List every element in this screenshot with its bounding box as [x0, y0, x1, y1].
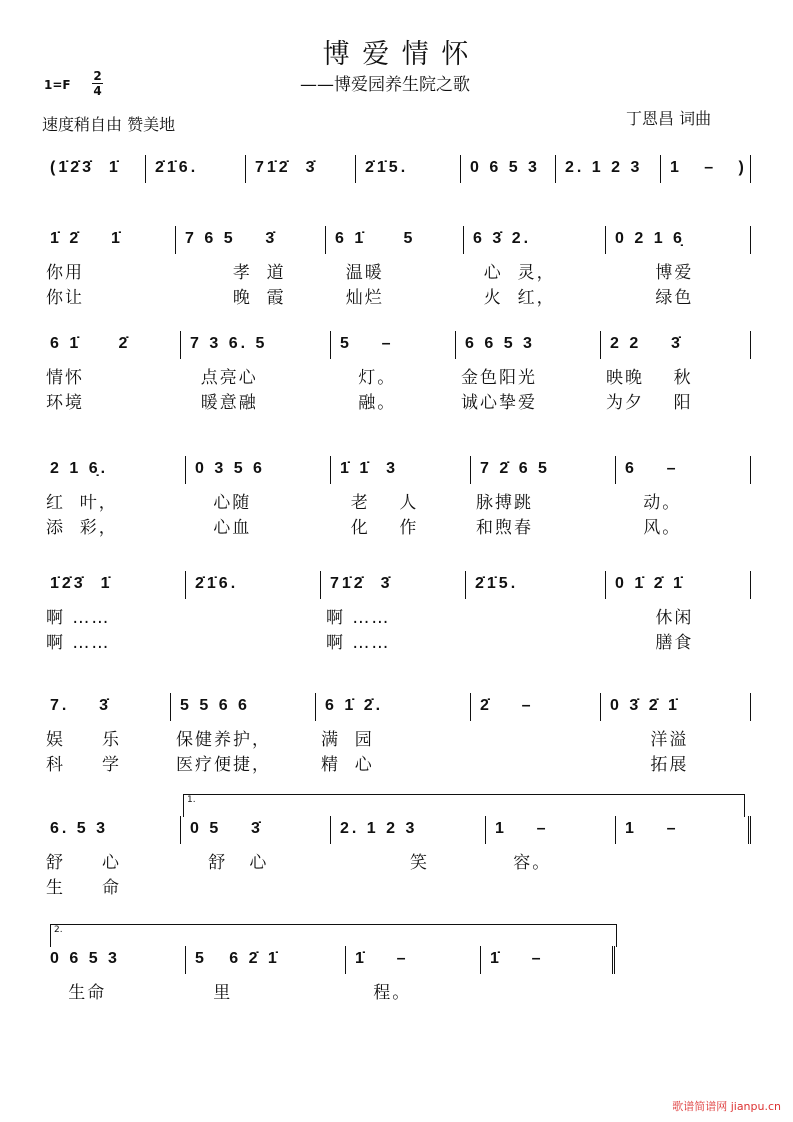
barline: [185, 456, 186, 484]
measure: [463, 226, 605, 316]
barline: [325, 226, 326, 254]
lyric-verse-2: 为夕 阳: [606, 393, 693, 413]
lyric-verse-1: 保健养护，: [176, 730, 271, 750]
lyric-verse-1: 休闲: [611, 608, 694, 628]
measure: [40, 331, 180, 421]
lyric-verse-2: 精 心: [321, 755, 374, 775]
measure-notes: 1̇ –: [490, 950, 544, 967]
lyric-verse-2: 医疗便捷，: [176, 755, 271, 775]
measure-notes: 6 3̇ 2.: [473, 230, 532, 247]
barline: [455, 331, 456, 359]
barline: [185, 571, 186, 599]
barline: [180, 331, 181, 359]
barline: [470, 456, 471, 484]
measure-notes: 0 5 3̇: [190, 820, 263, 837]
measure-notes: 2 1 6̣.: [50, 460, 109, 477]
barline: [600, 331, 601, 359]
lyric-verse-2: 啊 ……: [326, 633, 391, 653]
lyric-verse-1: 情怀: [46, 368, 84, 388]
measure-notes: 0 2 1 6̣: [615, 230, 685, 247]
measure: [345, 946, 480, 1036]
lyric-verse-2: 啊 ……: [46, 633, 111, 653]
lyric-verse-2: 心血: [191, 518, 252, 538]
barline: [750, 571, 751, 599]
measure-notes: 1̇ 1̇ 3: [340, 460, 399, 477]
measure: [330, 456, 470, 546]
barline: [463, 226, 464, 254]
watermark-text: 歌谱简谱网: [672, 1100, 728, 1113]
measure: [40, 571, 185, 661]
lyric-verse-1: 舒 心: [46, 853, 122, 873]
volta-bracket: 1.: [183, 794, 745, 817]
measure-notes: 6 1̇ 5: [335, 230, 416, 247]
score-system: [0, 925, 793, 1036]
measure-notes: 2̇1̇5.: [365, 159, 409, 176]
barline: [345, 946, 346, 974]
lyric-verse-2: 暖意融: [186, 393, 258, 413]
measure: [485, 816, 615, 906]
lyric-verse-2: 诚心挚爱: [461, 393, 537, 413]
barline: [460, 155, 461, 183]
meter-bottom: 4: [93, 84, 102, 98]
measure-notes: 6 1̇ 2̇: [50, 335, 131, 352]
measure-notes: 71̇2̇ 3̇: [255, 159, 318, 176]
barline: [750, 693, 751, 721]
measure-notes: 2. 1 2 3: [340, 820, 418, 837]
measure: [470, 456, 615, 546]
measure-notes: 1 – ): [670, 159, 747, 176]
measure: [465, 571, 605, 661]
measure-notes: 1 –: [625, 820, 679, 837]
measure-notes: 2 2 3̇: [610, 335, 683, 352]
measure-notes: 1̇ –: [355, 950, 409, 967]
time-signature: [92, 70, 103, 97]
lyric-verse-1: 映晚 秋: [606, 368, 693, 388]
lyric-verse-2: 化 作: [336, 518, 419, 538]
author-credit: 丁恩昌 词曲: [626, 109, 712, 128]
measure: [600, 693, 750, 783]
measure: [615, 456, 750, 546]
measure-notes: 0 6 5 3: [50, 950, 120, 967]
barline: [465, 571, 466, 599]
lyric-verse-2: 风。: [621, 518, 682, 538]
measure: [315, 693, 470, 783]
lyric-verse-1: 心随: [191, 493, 252, 513]
measure: [605, 571, 750, 661]
measure-notes: (1̇2̇3̇ 1̇: [50, 159, 121, 176]
measure-notes: 7 3 6. 5: [190, 335, 268, 352]
lyric-verse-2: 科 学: [46, 755, 122, 775]
final-barline: [612, 946, 618, 974]
lyric-verse-1: 温暖: [331, 263, 384, 283]
barline: [750, 331, 751, 359]
barline: [605, 571, 606, 599]
measure: [320, 571, 465, 661]
lyric-verse-1: 容。: [491, 853, 552, 873]
lyric-verse-1: 里: [191, 983, 233, 1003]
barline: [485, 816, 486, 844]
measure-notes: 1̇ 2̇ 1̇: [50, 230, 123, 247]
measure-notes: 6 1̇ 2̇.: [325, 697, 384, 714]
barline: [555, 155, 556, 183]
measure-notes: 0 1̇ 2̇ 1̇: [615, 575, 685, 592]
measure-notes: 2̇1̇6.: [155, 159, 199, 176]
lyric-verse-2: 绿色: [611, 288, 694, 308]
lyric-verse-2: 晚 霞: [181, 288, 286, 308]
measure-notes: 6 6 5 3: [465, 335, 535, 352]
measure: [480, 946, 612, 1036]
score-system: [0, 226, 793, 316]
barline: [330, 331, 331, 359]
measure-notes: 2. 1 2 3: [565, 159, 643, 176]
lyric-verse-1: 红 叶，: [46, 493, 118, 513]
lyric-verse-2: 添 彩，: [46, 518, 118, 538]
barline: [605, 226, 606, 254]
measure: [40, 456, 185, 546]
measure: [600, 331, 750, 421]
lyric-verse-1: 程。: [351, 983, 412, 1003]
measure-notes: 1 –: [495, 820, 549, 837]
lyric-verse-1: 博爱: [611, 263, 694, 283]
meter-top: 2: [93, 69, 102, 83]
barline: [470, 693, 471, 721]
measure: [185, 456, 330, 546]
lyric-verse-1: 生命: [46, 983, 107, 1003]
measure: [180, 816, 330, 906]
lyric-verse-1: 动。: [621, 493, 682, 513]
lyric-verse-2: 膳食: [611, 633, 694, 653]
volta-bracket: 2.: [50, 924, 617, 947]
lyric-verse-1: 啊 ……: [46, 608, 111, 628]
watermark: [672, 1098, 781, 1114]
measure-notes: 1̇2̇3̇ 1̇: [50, 575, 113, 592]
lyric-verse-1: 金色阳光: [461, 368, 537, 388]
song-subtitle: ——博爱园养生院之歌: [300, 75, 470, 95]
measure-notes: 5 5 6 6: [180, 697, 250, 714]
score-system: [0, 693, 793, 783]
measure-notes: 0 3 5 6: [195, 460, 265, 477]
lyric-verse-1: 啊 ……: [326, 608, 391, 628]
barline: [170, 693, 171, 721]
lyric-verse-1: 孝 道: [181, 263, 286, 283]
measure-notes: 7 2̇ 6 5: [480, 460, 550, 477]
barline: [750, 226, 751, 254]
measure-notes: 5 6 2̇ 1̇: [195, 950, 280, 967]
tempo-marking: 速度稍自由 赞美地: [42, 115, 176, 134]
barline: [145, 155, 146, 183]
barline: [600, 693, 601, 721]
measure: [325, 226, 463, 316]
barline: [750, 456, 751, 484]
key-signature: 1=F: [44, 78, 71, 92]
barline: [355, 155, 356, 183]
lyric-verse-2: 和煦春: [476, 518, 533, 538]
measure: [605, 226, 750, 316]
lyric-verse-1: 脉搏跳: [476, 493, 533, 513]
measure: [175, 226, 325, 316]
measure-notes: 7 6 5 3̇: [185, 230, 278, 247]
measure-notes: 7. 3̇: [50, 697, 112, 714]
song-title: 博 爱 情 怀: [322, 39, 471, 70]
barline: [245, 155, 246, 183]
barline: [330, 456, 331, 484]
lyric-verse-1: 你用: [46, 263, 84, 283]
measure: [40, 226, 175, 316]
lyric-verse-1: 满 园: [321, 730, 374, 750]
barline: [615, 456, 616, 484]
lyric-verse-2: 火 红，: [469, 288, 556, 308]
barline: [330, 816, 331, 844]
lyric-verse-2: 你让: [46, 288, 84, 308]
score-system: [0, 456, 793, 546]
lyric-verse-2: 融。: [336, 393, 397, 413]
measure: [470, 693, 600, 783]
measure: [170, 693, 315, 783]
barline: [615, 816, 616, 844]
barline: [480, 946, 481, 974]
measure: [185, 571, 320, 661]
measure: [40, 946, 185, 1036]
measure-notes: 2̇ –: [480, 697, 534, 714]
barline: [185, 946, 186, 974]
measure: [455, 331, 600, 421]
measure-notes: 6 –: [625, 460, 679, 477]
lyric-verse-2: 灿烂: [331, 288, 384, 308]
barline: [175, 226, 176, 254]
barline: [660, 155, 661, 183]
measure-notes: 6. 5 3: [50, 820, 109, 837]
measure: [330, 816, 485, 906]
measure-notes: 2̇1̇5.: [475, 575, 519, 592]
watermark-site: jianpu.cn: [730, 1100, 781, 1113]
measure: [185, 946, 345, 1036]
measure-notes: 5 –: [340, 335, 394, 352]
measure-notes: 2̇1̇6.: [195, 575, 239, 592]
score-system: [0, 331, 793, 421]
final-barline: [748, 816, 754, 844]
lyric-verse-1: 点亮心: [186, 368, 258, 388]
lyric-verse-2: 生 命: [46, 878, 122, 898]
lyric-verse-1: 心 灵，: [469, 263, 556, 283]
measure: [40, 816, 180, 906]
barline: [750, 155, 751, 183]
measure: [615, 816, 748, 906]
barline: [320, 571, 321, 599]
lyric-verse-2: 环境: [46, 393, 84, 413]
score-system: [0, 571, 793, 661]
barline: [180, 816, 181, 844]
measure-notes: 71̇2̇ 3̇: [330, 575, 393, 592]
barline: [315, 693, 316, 721]
lyric-verse-1: 娱 乐: [46, 730, 122, 750]
lyric-verse-1: 灯。: [336, 368, 397, 388]
measure: [180, 331, 330, 421]
lyric-verse-1: 笑: [336, 853, 430, 873]
measure: [40, 693, 170, 783]
measure: [330, 331, 455, 421]
score-system: [0, 795, 793, 906]
lyric-verse-1: 舒 心: [186, 853, 269, 873]
measure-notes: 0 6 5 3: [470, 159, 540, 176]
measure-notes: 0 3̇ 2̇ 1̇: [610, 697, 680, 714]
lyric-verse-2: 拓展: [606, 755, 689, 775]
lyric-verse-1: 洋溢: [606, 730, 689, 750]
lyric-verse-1: 老 人: [336, 493, 419, 513]
